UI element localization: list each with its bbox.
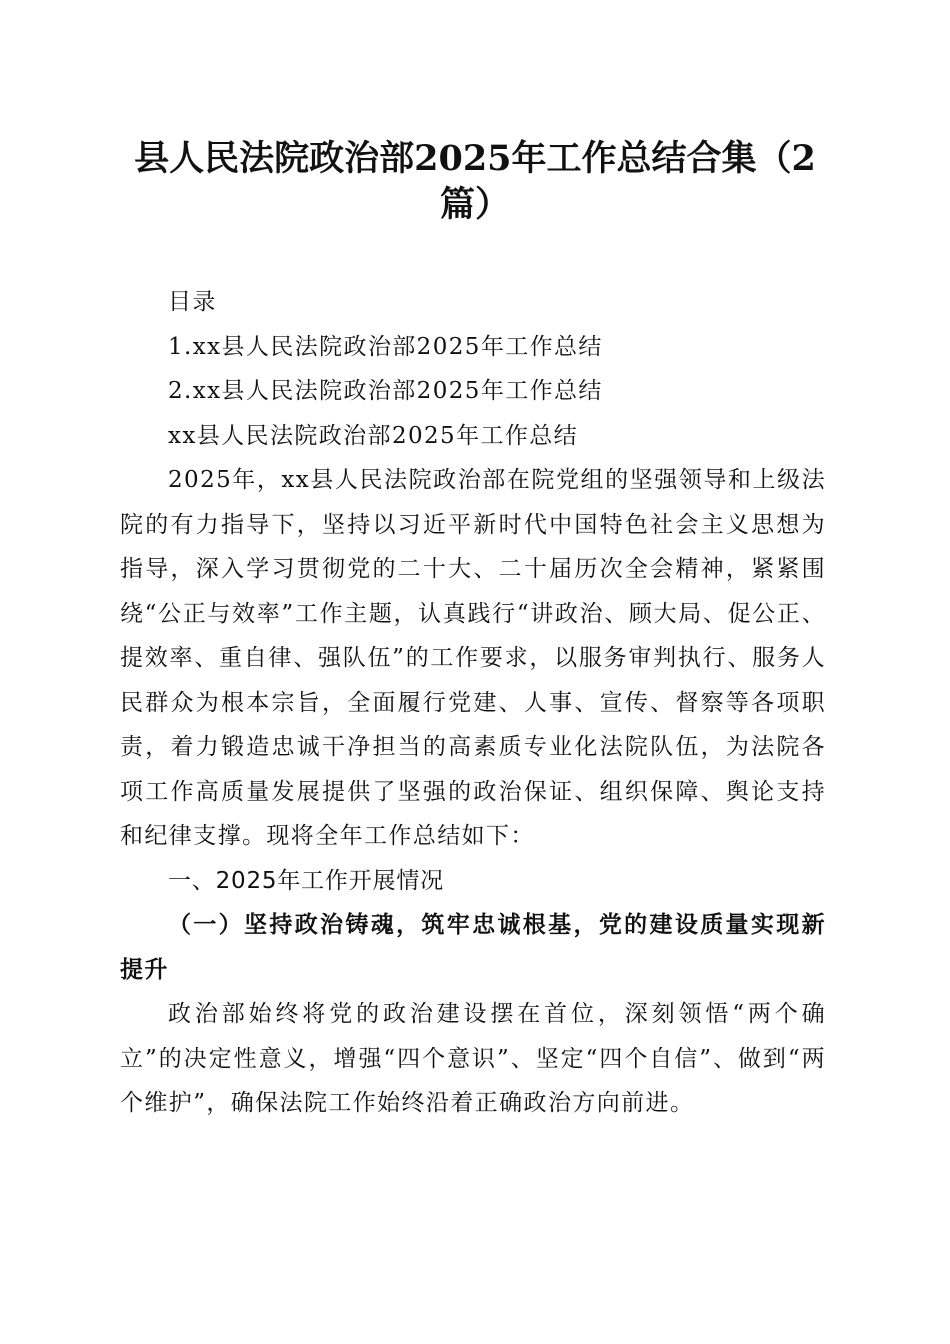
section-heading-1: 一、2025年工作开展情况 [168,867,444,894]
article-title: xx县人民法院政治部2025年工作总结 [168,422,579,449]
toc-item-2: 2.xx县人民法院政治部2025年工作总结 [168,378,603,404]
subsection-heading-1: （一）坚持政治铸魂，筑牢忠诚根基，党的建设质量实现新提升 [120,911,826,983]
document-body [120,280,826,1126]
subsection-paragraph-1: 政治部始终将党的政治建设摆在首位，深刻领悟“两个确立”的决定性意义，增强“四个意识”、坚定“四个自信”、做到“两个维护”，确保法院工作始终沿着正确政治方向前进。 [120,1001,826,1116]
intro-paragraph: 2025年，xx县人民法院政治部在院党组的坚强领导和上级法院的有力指导下，坚持以习近平新时代中国特色社会主义思想为指导，深入学习贯彻党的二十大、二十届历次全会精神，紧紧围绕“公正与效率”工作主题，认真践行“讲政治、顾大局、促公正、提效率、重自律、强队伍”的工作要求，以服务审判执行、服务人民群众为根本宗旨，全面履行党建、人事、宣传、督察等各项职责，着力锻造忠诚干净担当的高素质专业化法院队伍，为法院各项工作高质量发展提供了坚强的政治保证、组织保障、舆论支持和纪律支撑。现将全年工作总结如下： [120,467,826,849]
toc-label: 目录 [168,289,217,315]
document-title-line-2: 篇） [439,184,510,225]
document-title-line-1: 县人民法院政治部2025年工作总结合集（2 [134,138,816,179]
toc-item-1: 1.xx县人民法院政治部2025年工作总结 [168,333,603,360]
document-title [110,136,840,228]
